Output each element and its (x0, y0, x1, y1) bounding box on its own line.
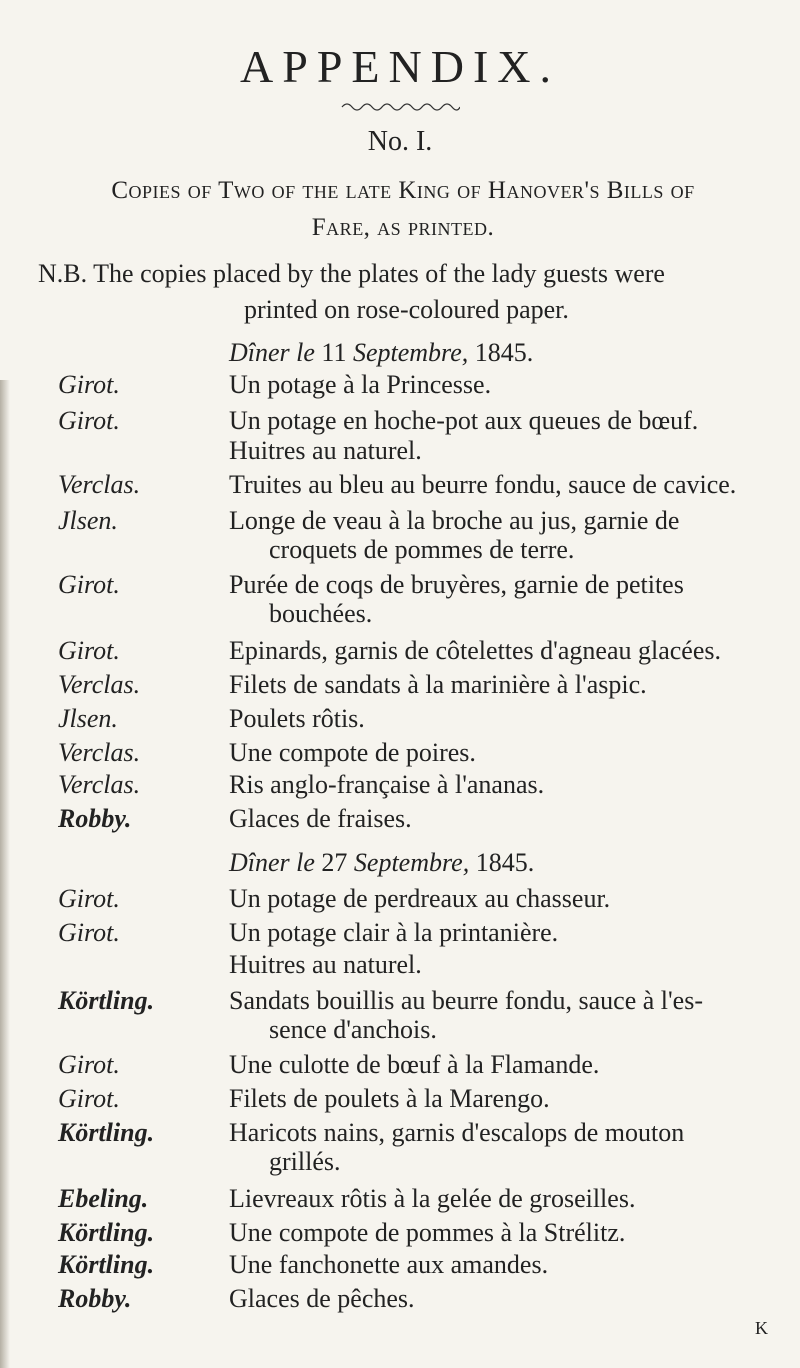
note-text-1: The copies placed by the plates of the lady guests were (93, 259, 665, 288)
cook-name: Girot. (58, 406, 120, 435)
note-text-2: printed on rose-coloured paper. (244, 295, 569, 324)
dish-line: Une fanchonette aux amandes. (229, 1250, 549, 1279)
subtitle-line-1: Copies of Two of the late King of Hanover's Bills of (111, 177, 695, 204)
dish (229, 1250, 774, 1279)
cook-name: Girot. (58, 918, 120, 947)
menu-item (0, 506, 800, 564)
menu-heading-month: Septembre, (352, 338, 469, 367)
dish (229, 804, 774, 833)
menu-heading-prefix: Dîner le (229, 848, 315, 877)
menu-item (0, 986, 800, 1044)
dish-line: Une culotte de bœuf à la Flamande. (229, 1050, 600, 1079)
dish (229, 370, 774, 399)
note (38, 256, 778, 328)
menu-item (0, 1084, 800, 1116)
dish (229, 1284, 774, 1313)
dish (229, 1050, 774, 1079)
dish (229, 950, 774, 979)
cook-name: Ebeling. (58, 1184, 149, 1213)
menu-item (0, 436, 800, 468)
dish-line: Longe de veau à la broche au jus, garnie de (229, 506, 680, 535)
dish (229, 1084, 774, 1113)
dish-line: Sandats bouillis au beurre fondu, sauce à l'es- (229, 986, 703, 1015)
subtitle-line-2: Fare, as printed. (311, 214, 495, 241)
menu-item (0, 370, 800, 402)
cook-name: Girot. (58, 370, 120, 399)
dish (229, 1218, 774, 1247)
dish (229, 506, 774, 564)
dish-line: Poulets rôtis. (229, 704, 365, 733)
dish-line: grillés. (269, 1147, 341, 1176)
dish (229, 470, 774, 499)
cook-name: Körtling. (58, 986, 155, 1015)
dish-line: Ris anglo-française à l'ananas. (229, 770, 545, 799)
dish-line: Glaces de fraises. (229, 804, 412, 833)
cook-name: Verclas. (58, 670, 141, 699)
note-label: N.B. (38, 259, 88, 288)
menu-item (0, 570, 800, 628)
cook-name: Girot. (58, 636, 120, 665)
menu-item (0, 1218, 800, 1250)
menu-heading-year: 1845. (475, 848, 535, 877)
menu-heading-prefix: Dîner le (229, 338, 315, 367)
menu-item (0, 670, 800, 702)
dish-line: sence d'anchois. (269, 1015, 437, 1044)
menu-item (0, 804, 800, 836)
dish-line: Purée de coqs de bruyères, garnie de petites (229, 570, 684, 599)
dish-line: Glaces de pêches. (229, 1284, 415, 1313)
cook-name: Girot. (58, 884, 120, 913)
cook-name: Girot. (58, 1050, 120, 1079)
dish-line: Une compote de poires. (229, 738, 476, 767)
cook-name: Körtling. (58, 1218, 155, 1247)
menu-heading-year: 1845. (474, 338, 534, 367)
dish-line: bouchées. (269, 599, 373, 628)
menu-item (0, 1284, 800, 1316)
dish-line: Truites au bleu au beurre fondu, sauce de cavice. (229, 470, 737, 499)
dish (229, 918, 774, 947)
menu-heading-month: Septembre, (353, 848, 470, 877)
menu-item (0, 636, 800, 668)
dish (229, 884, 774, 913)
dish-line: Un potage à la Princesse. (229, 370, 492, 399)
menu-item (0, 918, 800, 950)
dish-line: Un potage en hoche-pot aux queues de bœuf. (229, 406, 699, 435)
menu-item (0, 1050, 800, 1082)
subtitle (38, 172, 768, 246)
cook-name: Verclas. (58, 470, 141, 499)
menu-item (0, 1118, 800, 1176)
dish (229, 1184, 774, 1213)
menu-item (0, 406, 800, 438)
menu-item (0, 704, 800, 736)
dish-line: Un potage clair à la printanière. (229, 918, 559, 947)
menu-item (0, 950, 800, 982)
dish (229, 636, 774, 665)
dish (229, 738, 774, 767)
appendix-number: No. I. (367, 126, 433, 157)
cook-name: Robby. (58, 1284, 132, 1313)
cook-name: Verclas. (58, 738, 141, 767)
cook-name: Körtling. (58, 1118, 155, 1147)
dish (229, 770, 774, 799)
dish (229, 1118, 774, 1176)
signature-mark: K (755, 1318, 768, 1338)
menu-heading-2 (229, 848, 534, 878)
cook-name: Girot. (58, 570, 120, 599)
dish-line: croquets de pommes de terre. (269, 535, 575, 564)
menu-heading-1 (229, 338, 533, 368)
dish (229, 670, 774, 699)
cook-name: Girot. (58, 1084, 120, 1113)
dish (229, 436, 774, 465)
dish-line: Filets de sandats à la marinière à l'aspic. (229, 670, 647, 699)
dish-line: Haricots nains, garnis d'escalops de mouton (229, 1118, 685, 1147)
menu-item (0, 470, 800, 502)
menu-item (0, 770, 800, 802)
cook-name: Körtling. (58, 1250, 155, 1279)
menu-item (0, 738, 800, 770)
dish-line: Filets de poulets à la Marengo. (229, 1084, 550, 1113)
dish (229, 570, 774, 628)
cook-name: Robby. (58, 804, 132, 833)
cook-name: Jlsen. (58, 506, 118, 535)
cook-name: Jlsen. (58, 704, 118, 733)
menu-heading-day: 27 (321, 848, 348, 877)
dish-line: Huitres au naturel. (229, 950, 422, 979)
dish-line: Epinards, garnis de côtelettes d'agneau glacées. (229, 636, 721, 665)
cook-name: Verclas. (58, 770, 141, 799)
dish-line: Une compote de pommes à la Strélitz. (229, 1218, 626, 1247)
dish (229, 986, 774, 1044)
menu-item (0, 1184, 800, 1216)
dish-line: Lievreaux rôtis à la gelée de groseilles. (229, 1184, 636, 1213)
menu-heading-day: 11 (321, 338, 347, 367)
page-title: APPENDIX. (240, 41, 560, 92)
dish-line: Un potage de perdreaux au chasseur. (229, 884, 611, 913)
dish-line: Huitres au naturel. (229, 436, 422, 465)
dish (229, 704, 774, 733)
menu-item (0, 1250, 800, 1282)
dish (229, 406, 774, 435)
menu-item (0, 884, 800, 916)
wavy-rule-ornament (340, 100, 460, 114)
